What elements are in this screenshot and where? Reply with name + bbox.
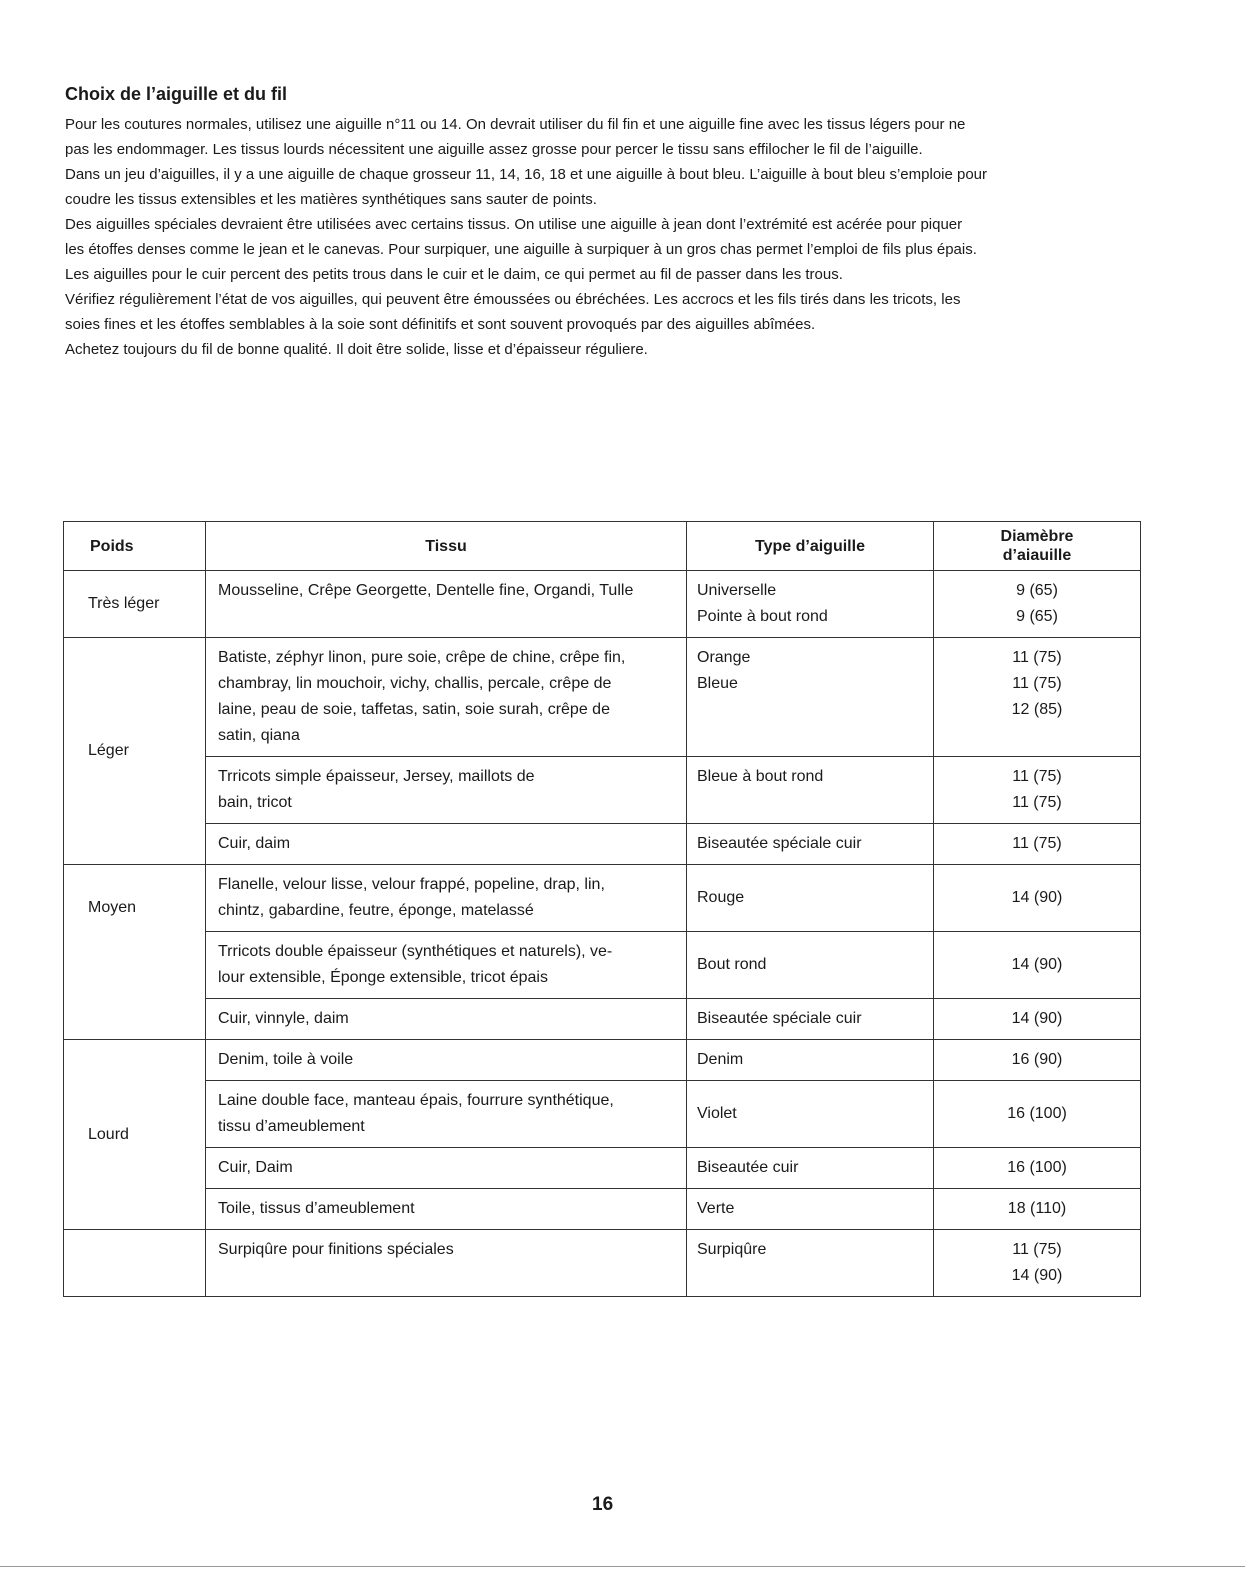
type-cell [687,932,934,999]
tissu-line: Surpiqûre pour finitions spéciales [218,1241,454,1258]
tissu-line: Trricots double épaisseur (synthétiques et naturels), ve- [218,943,613,960]
body-line: les étoffes denses comme le jean et le canevas. Pour surpiquer, une aiguille à surpiquer à un gros chas permet l’emploi de fils plus épais. [65,241,977,258]
tissu-cell [206,999,687,1040]
body-line: coudre les tissus extensibles et les matières synthétiques sans sauter de points. [65,191,597,208]
table-row [64,999,1141,1040]
body-line: Dans un jeu d’aiguilles, il y a une aiguille de chaque grosseur 11, 14, 16, 18 et une aiguille à bout bleu. L’aiguille à bout bleu s’emploie pour [65,166,988,183]
poids-cell: Léger [64,638,206,865]
tissu-line: tissu d’ameublement [218,1118,365,1135]
header-diametre-line1: Diamèbre [1000,528,1074,545]
diametre-cell [934,999,1141,1040]
type-cell [687,757,934,824]
header-poids: Poids [64,522,206,571]
tissu-cell [206,865,687,932]
diametre-line: 14 (90) [1011,889,1063,906]
table-row [64,1040,1141,1081]
diametre-line: 11 (75) [1012,794,1062,811]
type-line: Biseautée spéciale cuir [697,1010,862,1027]
header-tissu: Tissu [206,522,687,571]
tissu-line: Toile, tissus d’ameublement [218,1200,415,1217]
diametre-cell [934,865,1141,932]
header-type: Type d’aiguille [687,522,934,571]
diametre-line: 16 (90) [1011,1051,1063,1068]
diametre-cell [934,1230,1141,1297]
table-row [64,571,1141,638]
diametre-cell [934,1189,1141,1230]
diametre-cell [934,1040,1141,1081]
tissu-line: satin, qiana [218,727,300,744]
poids-cell: Lourd [64,1040,206,1230]
tissu-line: chintz, gabardine, feutre, éponge, matelassé [218,902,534,919]
type-line: Biseautée spéciale cuir [697,835,862,852]
diametre-cell [934,932,1141,999]
poids-cell [64,1230,206,1297]
type-line: Denim [697,1051,744,1068]
type-line: Bout rond [697,956,767,973]
tissu-cell [206,571,687,638]
tissu-cell [206,824,687,865]
type-cell [687,999,934,1040]
diametre-cell [934,1081,1141,1148]
table-row [64,638,1141,757]
type-cell [687,1148,934,1189]
type-line: Pointe à bout rond [697,608,828,625]
diametre-line: 16 (100) [1007,1159,1067,1176]
tissu-cell [206,757,687,824]
tissu-cell [206,1148,687,1189]
tissu-cell [206,638,687,757]
type-line: Violet [697,1105,737,1122]
diametre-line: 11 (75) [1012,835,1062,852]
diametre-line: 11 (75) [1012,675,1062,692]
table-row [64,757,1141,824]
type-cell [687,1230,934,1297]
body-line: Les aiguilles pour le cuir percent des petits trous dans le cuir et le daim, ce qui permet au fil de passer dans les trous. [65,266,843,283]
tissu-line: Cuir, vinnyle, daim [218,1010,349,1027]
type-cell [687,865,934,932]
table-header-row [64,522,1141,571]
type-cell [687,638,934,757]
tissu-line: Mousseline, Crêpe Georgette, Dentelle fine, Organdi, Tulle [218,582,634,599]
table-row [64,1081,1141,1148]
type-line: Rouge [697,889,745,906]
body-line: Pour les coutures normales, utilisez une aiguille n°11 ou 14. On devrait utiliser du fil fin et une aiguille fine avec les tissus légers pour ne [65,116,966,133]
type-line: Bleue [697,675,738,692]
header-diametre-line2: d’aiauille [1002,547,1072,564]
diametre-line: 11 (75) [1012,768,1062,785]
diametre-cell [934,757,1141,824]
tissu-line: Denim, toile à voile [218,1051,354,1068]
type-line: Orange [697,649,751,666]
table-row [64,824,1141,865]
diametre-line: 9 (65) [1016,582,1058,599]
diametre-cell [934,824,1141,865]
tissu-cell [206,1040,687,1081]
table-row [64,1230,1141,1297]
body-line: Des aiguilles spéciales devraient être utilisées avec certains tissus. On utilise une aiguille à jean dont l’extrémité est acérée pour piquer [65,216,963,233]
tissu-line: bain, tricot [218,794,292,811]
poids-cell: Moyen [64,865,206,1040]
table-body [64,571,1141,1297]
page-bottom-rule [0,1566,1245,1567]
tissu-cell [206,932,687,999]
type-cell [687,1081,934,1148]
type-line: Surpiqûre [697,1241,767,1258]
table-row [64,932,1141,999]
poids-cell: Très léger [64,571,206,638]
diametre-cell [934,571,1141,638]
diametre-line: 14 (90) [1011,1010,1063,1027]
page-number: 16 [592,1494,614,1515]
tissu-line: Cuir, daim [218,835,291,852]
tissu-cell [206,1189,687,1230]
tissu-line: Flanelle, velour lisse, velour frappé, popeline, drap, lin, [218,876,605,893]
table-row [64,865,1141,932]
tissu-line: Laine double face, manteau épais, fourrure synthétique, [218,1092,614,1109]
type-line: Bleue à bout rond [697,768,824,785]
needle-thread-table [63,521,1141,1297]
tissu-line: Cuir, Daim [218,1159,293,1176]
type-line: Verte [697,1200,735,1217]
table-row [64,1189,1141,1230]
tissu-cell [206,1081,687,1148]
body-line: Achetez toujours du fil de bonne qualité. Il doit être solide, lisse et d’épaisseur réguliere. [65,341,648,358]
type-cell [687,824,934,865]
tissu-line: lour extensible, Éponge extensible, tricot épais [218,969,548,986]
diametre-line: 9 (65) [1016,608,1058,625]
type-line: Universelle [697,582,777,599]
body-line: Vérifiez régulièrement l’état de vos aiguilles, qui peuvent être émoussées ou ébréchées. Les accrocs et les fils tirés dans les tricots, les [65,291,961,308]
section-body [65,112,1150,362]
body-line: soies fines et les étoffes semblables à la soie sont définitifs et sont souvent provoqués par des aiguilles abîmées. [65,316,816,333]
tissu-line: Batiste, zéphyr linon, pure soie, crêpe de chine, crêpe fin, [218,649,626,666]
type-cell [687,571,934,638]
tissu-line: Trricots simple épaisseur, Jersey, maillots de [218,768,535,785]
section-title: Choix de l’aiguille et du fil [65,84,288,104]
diametre-line: 11 (75) [1012,649,1062,666]
tissu-cell [206,1230,687,1297]
diametre-line: 16 (100) [1007,1105,1067,1122]
type-line: Biseautée cuir [697,1159,799,1176]
diametre-line: 18 (110) [1007,1200,1067,1217]
tissu-line: laine, peau de soie, taffetas, satin, soie surah, crêpe de [218,701,610,718]
diametre-cell [934,1148,1141,1189]
type-cell [687,1189,934,1230]
tissu-line: chambray, lin mouchoir, vichy, challis, percale, crêpe de [218,675,612,692]
diametre-line: 14 (90) [1011,1267,1063,1284]
body-line: pas les endommager. Les tissus lourds nécessitent une aiguille assez grosse pour percer le tissu sans effilocher le fil de l’aiguille. [65,141,923,158]
header-diametre [934,522,1141,571]
type-cell [687,1040,934,1081]
diametre-line: 12 (85) [1011,701,1063,718]
diametre-line: 14 (90) [1011,956,1063,973]
table-row [64,1148,1141,1189]
diametre-cell [934,638,1141,757]
diametre-line: 11 (75) [1012,1241,1062,1258]
